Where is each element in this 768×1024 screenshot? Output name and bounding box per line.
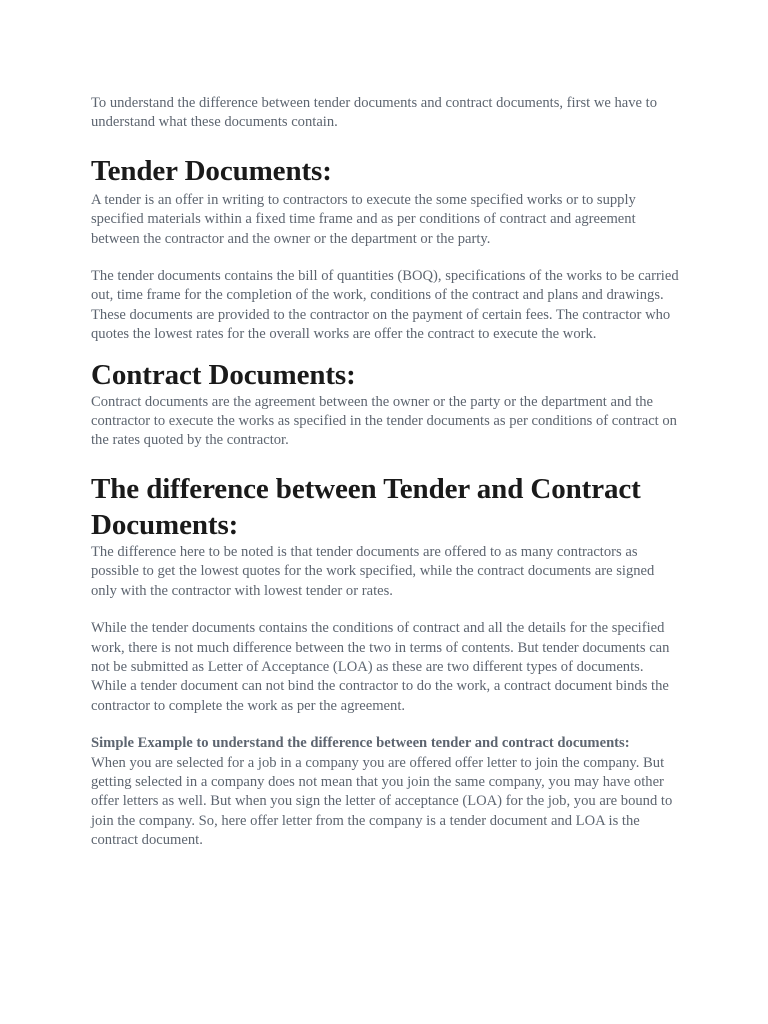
tender-documents-heading: Tender Documents:: [91, 154, 332, 187]
tender-paragraph-1: A tender is an offer in writing to contractors to execute the some specified works or to supply specified materials within a fixed time frame and as per conditions of contract and agreement between the contractor and the owner or the department or the party.: [91, 191, 636, 247]
example-paragraph-1: When you are selected for a job in a company you are offered offer letter to join the company. But getting selected in a company does not mean that you join the same company, you may have other offer letters as well. But when you sign the letter of acceptance (LOA) for the job, you are bound to join the company. So, here offer letter from the company is a tender document and LOA is the contract document.: [91, 754, 673, 849]
document-page: [91, 94, 681, 851]
tender-paragraph-2: The tender documents contains the bill of quantities (BOQ), specifications of the works to be carried out, time frame for the completion of the work, conditions of the contract and plans and drawings. These documents are provided to the contractor on the payment of certain fees. The contractor who quotes the lowest rates for the overall works are offer the contract to execute the work.: [91, 268, 679, 343]
intro-paragraph: To understand the difference between tender documents and contract documents, first we have to understand what these documents contain.: [91, 95, 658, 131]
difference-paragraph-2: While the tender documents contains the conditions of contract and all the details for the specified work, there is not much difference between the two in terms of contents. But tender documents can not be submitted as Letter of Acceptance (LOA) as these are two different types of documents. While a tender document can not bind the contractor to do the work, a contract document binds the contractor to complete the work as per the agreement.: [91, 620, 670, 714]
example-heading: Simple Example to understand the difference between tender and contract documents:: [91, 735, 630, 752]
contract-paragraph-1: Contract documents are the agreement between the owner or the party or the department and the contractor to execute the works as specified in the tender documents as per conditions of contract on the rates quoted by the contractor.: [91, 393, 677, 449]
difference-heading: The difference between Tender and Contract Documents:: [91, 472, 641, 541]
contract-documents-heading: Contract Documents:: [91, 358, 356, 391]
difference-paragraph-1: The difference here to be noted is that tender documents are offered to as many contractors as possible to get the lowest quotes for the work specified, while the contract documents are signed only with the contractor with lowest tender or rates.: [91, 543, 655, 599]
